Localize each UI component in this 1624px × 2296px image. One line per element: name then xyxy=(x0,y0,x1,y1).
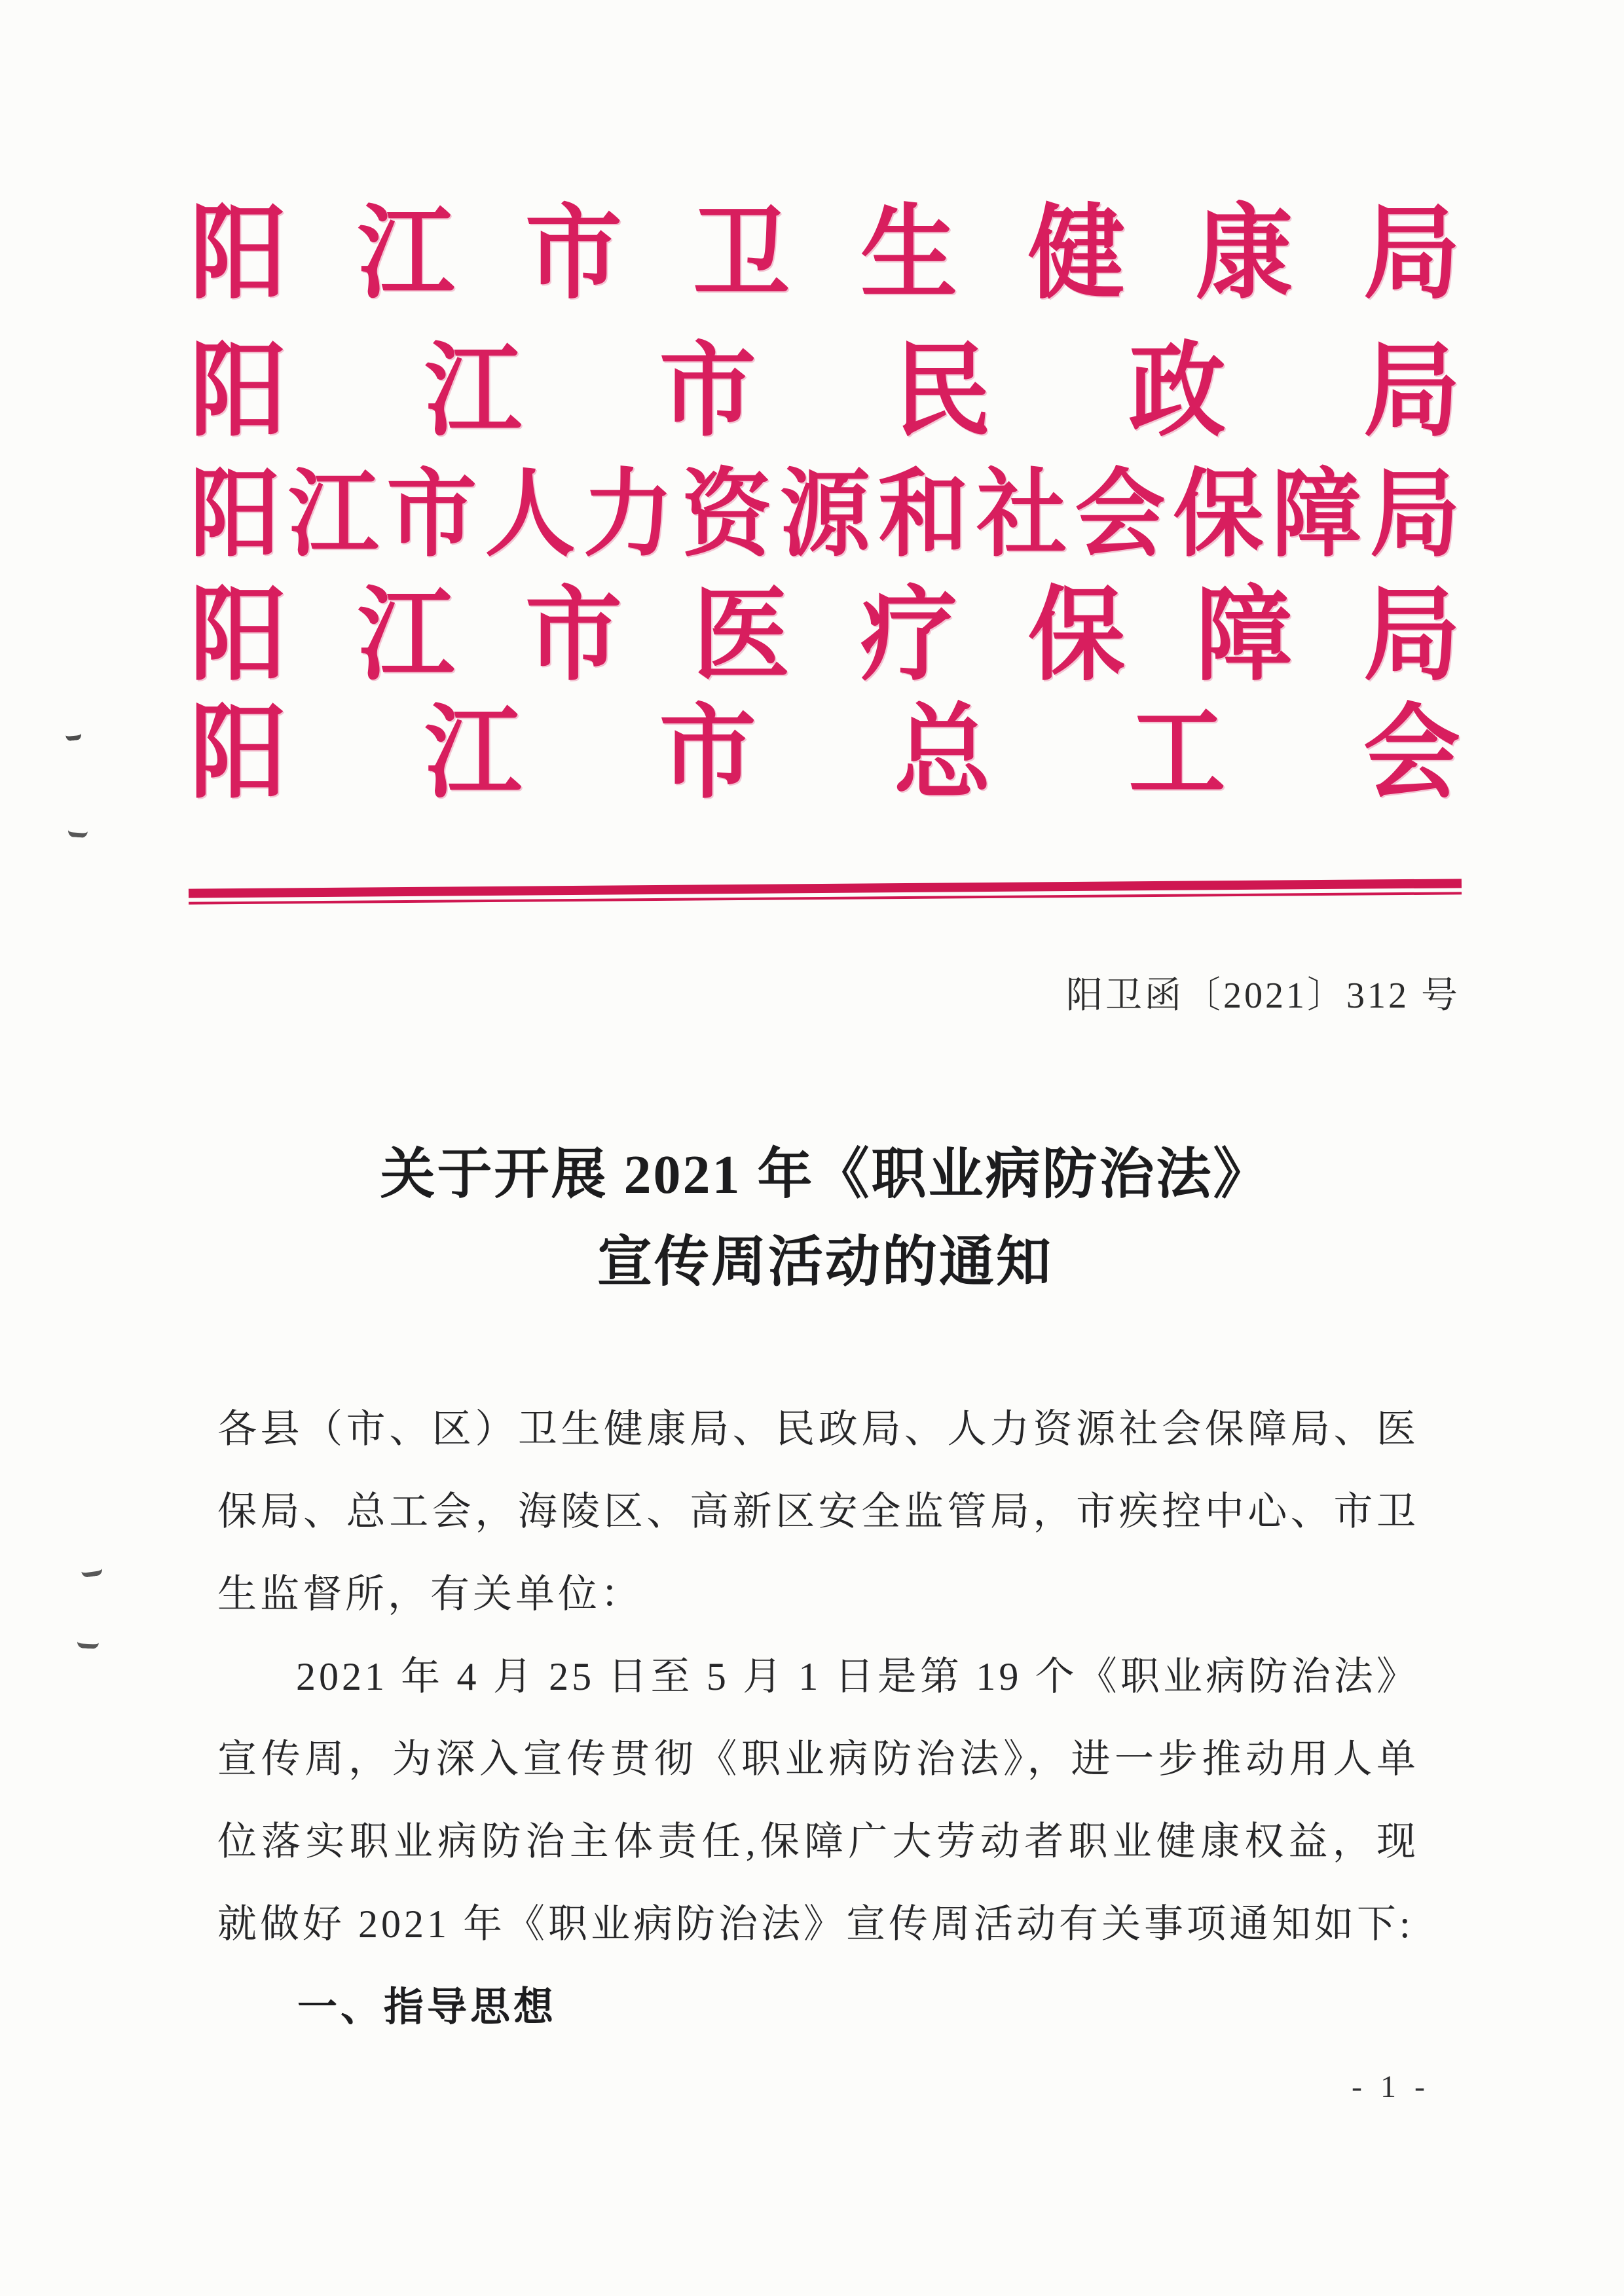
agency-character: 保 xyxy=(1028,579,1125,693)
scan-smudge-artifact xyxy=(81,1562,103,1578)
agency-character: 力 xyxy=(583,462,674,568)
agency-line-health-bureau xyxy=(190,198,1460,312)
agency-character: 康 xyxy=(1196,198,1293,312)
agency-character: 保 xyxy=(1173,462,1264,568)
agency-character: 障 xyxy=(1271,462,1362,568)
agency-line-human-resources-bureau xyxy=(190,462,1460,568)
agency-character: 市 xyxy=(525,579,622,693)
agency-character: 工 xyxy=(1128,697,1226,811)
agency-character: 市 xyxy=(525,198,622,312)
agency-character: 局 xyxy=(1363,335,1460,449)
agency-line-trade-union xyxy=(190,697,1460,811)
agency-character: 政 xyxy=(1128,335,1226,449)
agency-character: 源 xyxy=(779,462,870,568)
agency-character: 江 xyxy=(424,697,522,811)
agency-character: 生 xyxy=(860,198,957,312)
agency-character: 民 xyxy=(894,335,991,449)
agency-character: 阳 xyxy=(190,335,287,449)
agency-character: 江 xyxy=(358,579,454,693)
section-heading-guiding-ideology: 一、指导思想 xyxy=(297,1984,557,2029)
agency-character: 和 xyxy=(878,462,969,568)
agency-character: 阳 xyxy=(190,579,287,693)
agency-character: 会 xyxy=(1075,462,1166,568)
agency-line-medical-security-bureau xyxy=(190,579,1460,693)
agency-character: 江 xyxy=(288,462,379,568)
scan-smudge-artifact xyxy=(67,823,88,838)
agency-character: 局 xyxy=(1363,198,1460,312)
scan-smudge-artifact xyxy=(65,727,82,741)
agency-character: 会 xyxy=(1363,697,1460,811)
agency-character: 卫 xyxy=(693,198,790,312)
agency-character: 局 xyxy=(1363,579,1460,693)
document-title xyxy=(190,1131,1460,1307)
agency-character: 阳 xyxy=(190,198,287,312)
agency-character: 市 xyxy=(386,462,477,568)
document-number: 阳卫函〔2021〕312 号 xyxy=(1066,975,1460,1016)
agency-character: 市 xyxy=(659,697,756,811)
document-body xyxy=(217,1388,1419,2048)
agency-character: 江 xyxy=(424,335,522,449)
agency-character: 医 xyxy=(693,579,790,693)
document-title-line-1: 关于开展 2021 年《职业病防治法》 xyxy=(380,1144,1270,1205)
agency-character: 阳 xyxy=(190,697,287,811)
agency-character: 健 xyxy=(1028,198,1125,312)
agency-character: 疗 xyxy=(860,579,957,693)
salutation-paragraph: 各县（市、区）卫生健康局、民政局、人力资源社会保障局、医保局、总工会，海陵区、高新区安全监管局，市疾控中心、市卫生监督所，有关单位： xyxy=(217,1408,1419,1616)
agency-character: 市 xyxy=(659,335,756,449)
agency-character: 社 xyxy=(976,462,1067,568)
agency-character: 总 xyxy=(894,697,991,811)
agency-character: 障 xyxy=(1196,579,1293,693)
agency-character: 人 xyxy=(485,462,576,568)
agency-character: 阳 xyxy=(190,462,281,568)
agency-character: 资 xyxy=(681,462,772,568)
red-divider-rule xyxy=(189,879,1462,904)
agency-character: 局 xyxy=(1369,462,1460,568)
agency-character: 江 xyxy=(358,198,454,312)
scan-smudge-artifact xyxy=(77,1635,99,1649)
document-title-line-2: 宣传周活动的通知 xyxy=(597,1232,1053,1293)
page-number: - 1 - xyxy=(1352,2069,1430,2104)
agency-line-civil-affairs-bureau xyxy=(190,335,1460,449)
intro-paragraph: 2021 年 4 月 25 日至 5 月 1 日是第 19 个《职业病防治法》宣传周，为深入宣传贯彻《职业病防治法》，进一步推动用人单位落实职业病防治主体责任,保障广大劳动者职业健康权益，现就做好 2021 年《职业病防治法》宣传周活动有关事项通知如下: xyxy=(217,1655,1419,1946)
